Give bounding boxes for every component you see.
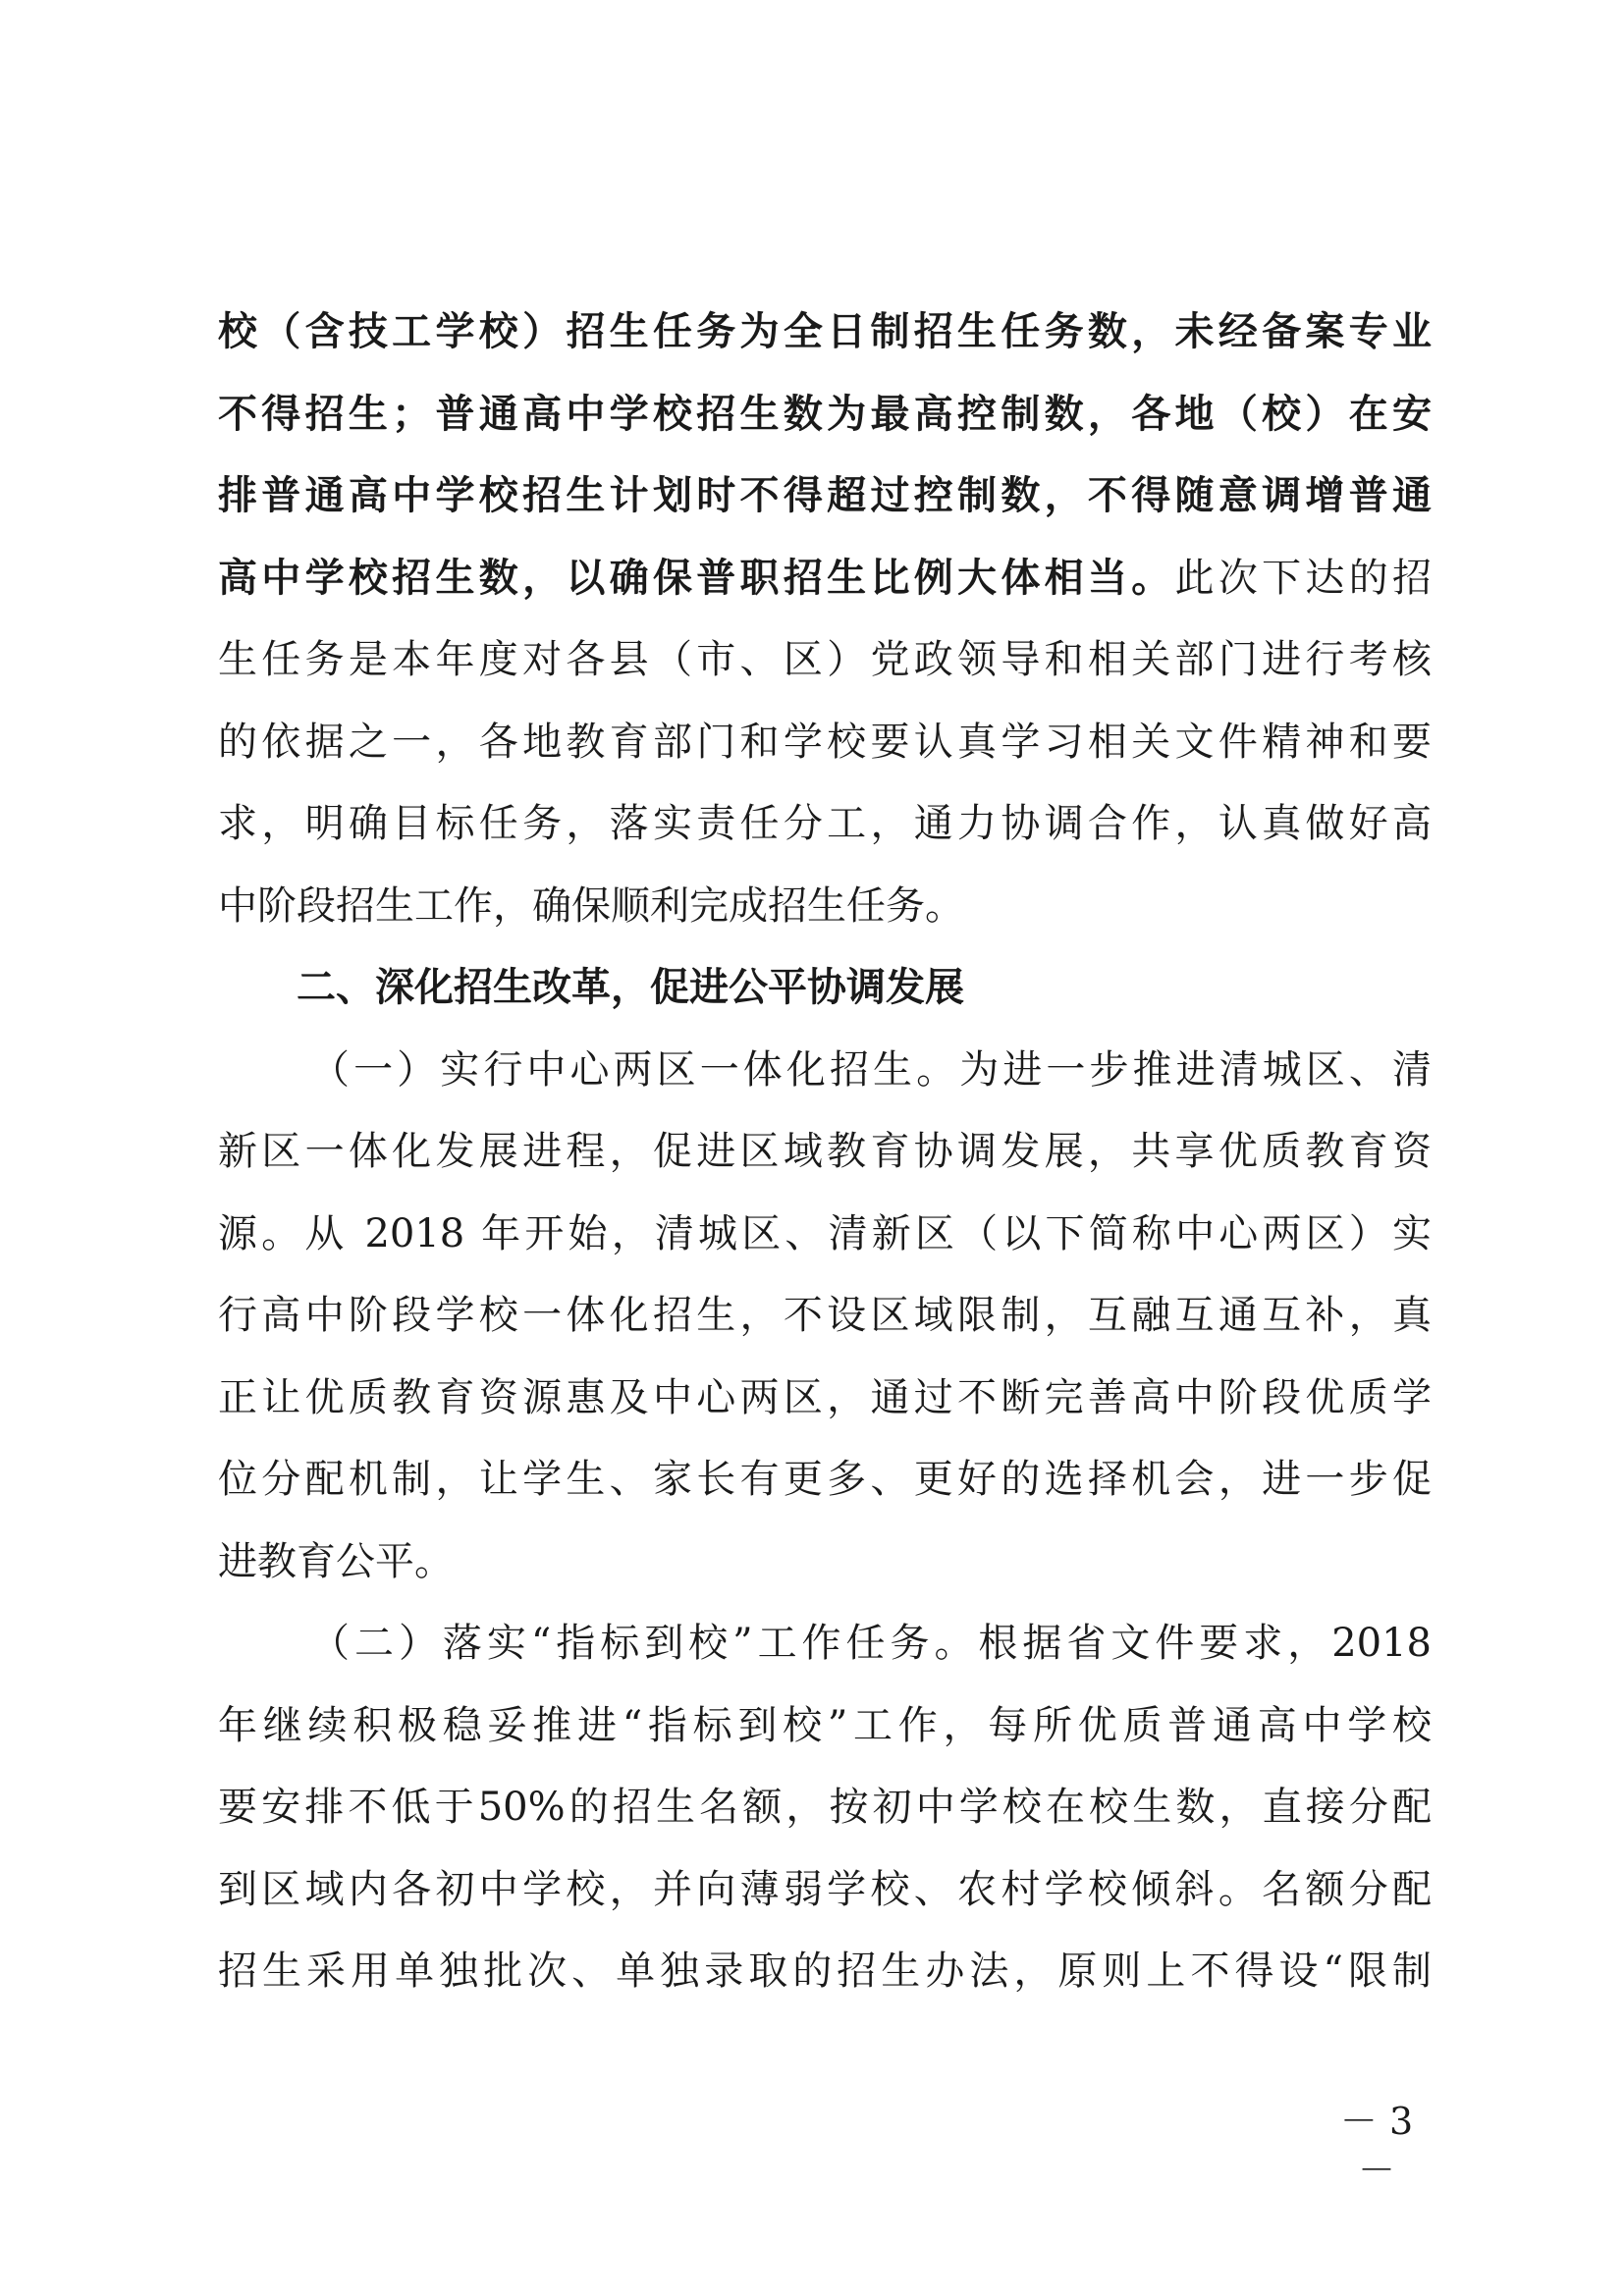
text-line: （二）落实“指标到校”工作任务。根据省文件要求，2018 (310, 1621, 1432, 1666)
text-line: 要安排不低于50%的招生名额，按初中学校在校生数，直接分配 (218, 1785, 1432, 1830)
text-line: 排普通高中学校招生计划时不得超过控制数，不得随意调增普通 (218, 473, 1432, 518)
text-segment: 此次下达的招 (1174, 555, 1433, 601)
text-line: 位分配机制，让学生、家长有更多、更好的选择机会，进一步促 (218, 1457, 1432, 1502)
page-number: － 3 － (1339, 2100, 1414, 2192)
section-heading: 二、深化招生改革，促进公平协调发展 (297, 965, 964, 1010)
text-line: 的依据之一，各地教育部门和学校要认真学习相关文件精神和要 (218, 719, 1432, 765)
text-line: 年继续积极稳妥推进“指标到校”工作，每所优质普通高中学校 (218, 1702, 1432, 1748)
text-line: 中阶段招生工作，确保顺利完成招生任务。 (218, 882, 964, 929)
text-line: 到区域内各初中学校，并向薄弱学校、农村学校倾斜。名额分配 (218, 1866, 1432, 1912)
text-line: 进教育公平。 (218, 1538, 454, 1584)
text-line: 源。从 2018 年开始，清城区、清新区（以下简称中心两区）实 (218, 1210, 1432, 1256)
text-line: （一）实行中心两区一体化招生。为进一步推进清城区、清 (310, 1046, 1432, 1093)
text-line: 求，明确目标任务，落实责任分工，通力协调合作，认真做好高 (218, 801, 1432, 846)
text-line: 新区一体化发展进程，促进区域教育协调发展，共享优质教育资 (218, 1129, 1432, 1174)
document-body (218, 292, 1432, 2013)
text-line: 校（含技工学校）招生任务为全日制招生任务数，未经备案专业 (218, 309, 1432, 354)
bold-text-segment: 高中学校招生数，以确保普职招生比例大体相当。 (218, 555, 1175, 601)
text-line-mixed (218, 538, 1432, 620)
text-line: 招生采用单独批次、单独录取的招生办法，原则上不得设“限制 (218, 1949, 1432, 1994)
text-line: 行高中阶段学校一体化招生，不设区域限制，互融互通互补，真 (218, 1293, 1432, 1338)
text-line: 不得招生；普通高中学校招生数为最高控制数，各地（校）在安 (218, 391, 1432, 437)
text-line: 生任务是本年度对各县（市、区）党政领导和相关部门进行考核 (218, 637, 1432, 682)
text-line: 正让优质教育资源惠及中心两区，通过不断完善高中阶段优质学 (218, 1374, 1432, 1420)
